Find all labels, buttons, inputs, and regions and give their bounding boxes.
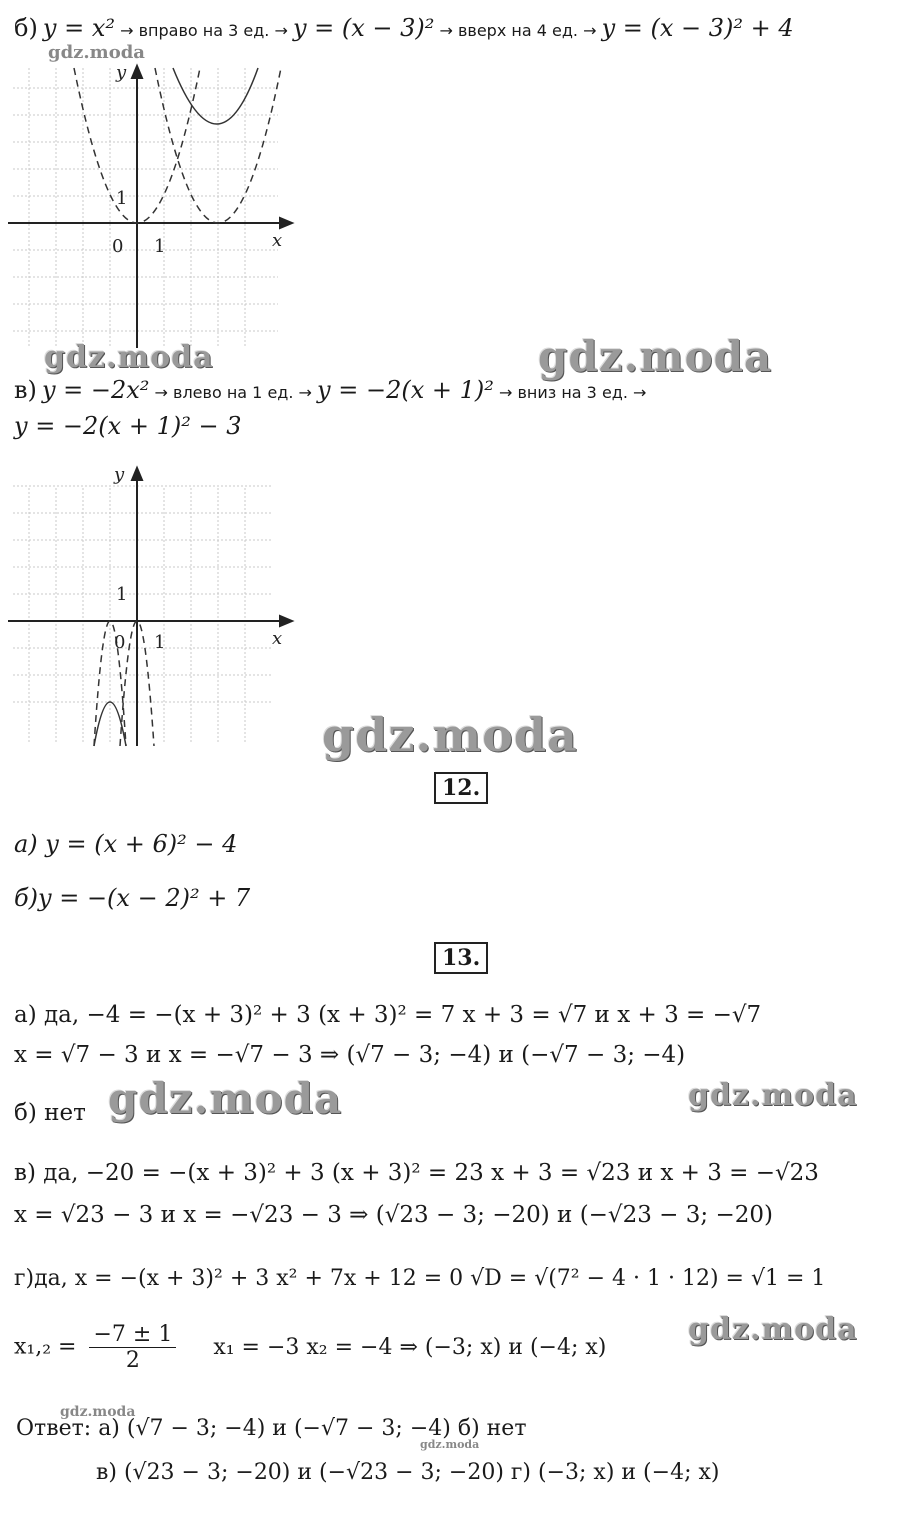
graph-2-unit-y: 1 [116,584,128,605]
task-13-g-line2 [14,1322,606,1373]
part-b-step1: → вправо на 3 ед. → [120,21,288,40]
part-b-step2: → вверх на 4 ед. → [439,21,597,40]
task-13-v-line1: в) да, −20 = −(x + 3)² + 3 (x + 3)² = 23 x + 3 = √23 и x + 3 = −√23 [14,1160,819,1186]
graph-1-x-label: x [272,230,283,251]
task-13-answer-line2: в) (√23 − 3; −20) и (−√23 − 3; −20) г) (−3; x) и (−4; x) [96,1460,720,1485]
graph-2 [8,458,308,748]
watermark-task13-right: gdz.moda [688,1078,858,1113]
task-13-a-line1: а) да, −4 = −(x + 3)² + 3 (x + 3)² = 7 x + 3 = √7 и x + 3 = −√7 [14,1002,762,1028]
graph-1-axes [8,66,292,348]
task-13-a-line2: x = √7 − 3 и x = −√7 − 3 ⇒ (√7 − 3; −4) и (−√7 − 3; −4) [14,1042,686,1068]
task-13-g-rest: x₁ = −3 x₂ = −4 ⇒ (−3; x) и (−4; x) [213,1334,607,1360]
watermark-answer-small: gdz.moda [60,1404,136,1420]
task-13-g-fraction [89,1322,176,1373]
watermark-right-1: gdz.moda [538,332,773,381]
watermark-middle: gdz.moda [322,708,578,762]
watermark-small-top: gdz.moda [48,42,145,63]
task-13-g-denominator: 2 [125,1348,140,1373]
graph-2-y-label: y [114,464,125,485]
graph-1-y-label: y [116,62,127,83]
task-13-g-line1: г)да, x = −(x + 3)² + 3 x² + 7x + 12 = 0 √D = √(7² − 4 · 1 · 12) = √1 = 1 [14,1266,826,1291]
graph-2-axes [8,468,292,746]
graph-1 [8,58,308,358]
graph-2-grid [13,486,273,743]
part-v-prefix: в) [14,376,37,404]
part-b-eq3: y = (x − 3)² + 4 [601,14,794,42]
task-13-g-x12: x₁,₂ = [14,1334,77,1360]
watermark-answer-tiny: gdz.moda [420,1438,480,1451]
watermark-task13-g: gdz.moda [688,1312,858,1347]
part-v-line [14,376,646,404]
graph-2-origin-label: 0 [114,632,126,653]
graph-1-origin-label: 0 [112,236,124,257]
part-b-eq1: y = x² [42,14,115,42]
task-13-b-line: б) нет [14,1100,86,1126]
part-v-step1: → влево на 1 ед. → [154,383,312,402]
graph-1-unit-x: 1 [154,236,166,257]
task-12-number: 12. [434,772,488,804]
part-v-step2: → вниз на 3 ед. → [498,383,647,402]
task-13-answer-line1: Ответ: а) (√7 − 3; −4) и (−√7 − 3; −4) б) нет [16,1416,527,1441]
watermark-graph1: gdz.moda [44,340,214,375]
part-v-eq2: y = −2(x + 1)² [317,376,494,404]
task-13-number: 13. [434,942,488,974]
part-b-eq2: y = (x − 3)² [292,14,435,42]
part-v-eq3: y = −2(x + 1)² − 3 [14,412,242,440]
task-13-v-line2: x = √23 − 3 и x = −√23 − 3 ⇒ (√23 − 3; −20) и (−√23 − 3; −20) [14,1202,773,1228]
graph-2-x-label: x [272,628,283,649]
task-12-a: а) y = (x + 6)² − 4 [14,830,238,858]
task-13-g-numerator: −7 ± 1 [89,1322,176,1348]
task-12-b: б)y = −(x − 2)² + 7 [14,884,251,912]
part-v-eq1: y = −2x² [41,376,150,404]
graph-2-unit-x: 1 [154,632,166,653]
part-b-prefix: б) [14,14,38,42]
part-b-line [14,14,794,42]
graph-1-unit-y: 1 [116,188,128,209]
watermark-task13-left: gdz.moda [108,1074,343,1123]
